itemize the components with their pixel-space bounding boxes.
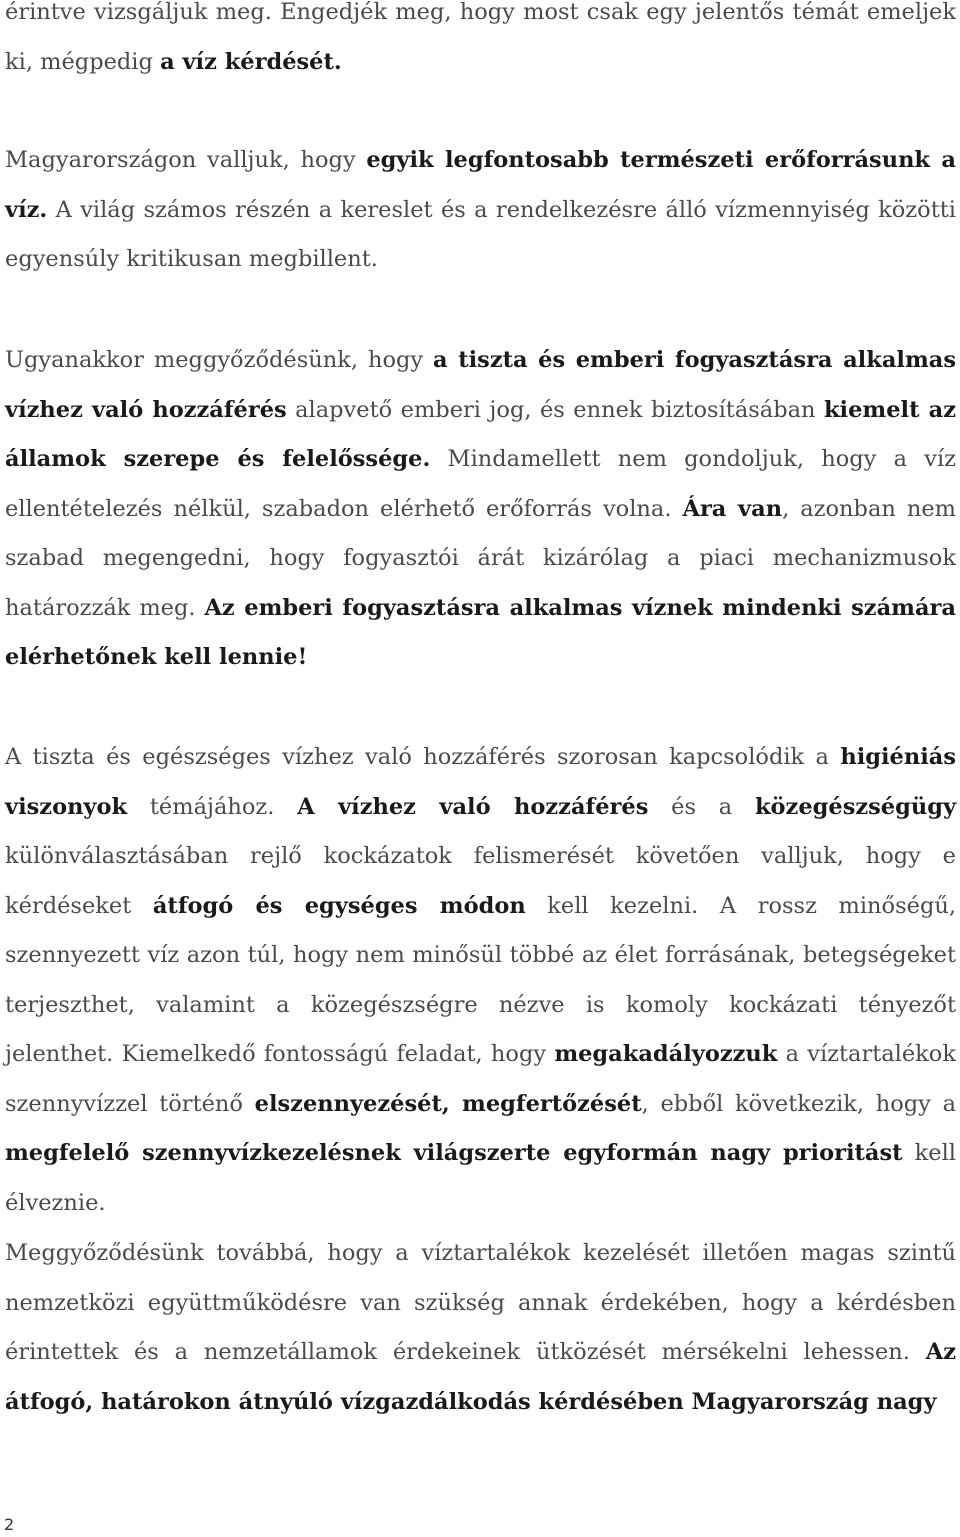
text-run: , ebből következik, hogy a	[641, 1090, 956, 1117]
text-run: Magyarországon valljuk, hogy	[5, 147, 367, 173]
bold-text-run: Ára van	[682, 495, 783, 522]
text-run: témájához.	[127, 793, 298, 820]
text-run: Ugyanakkor meggyőződésünk, hogy	[5, 347, 434, 373]
bold-text-run: megfelelő szennyvízkezelésnek világszerte egyformán nagy prioritást	[5, 1140, 903, 1166]
text-run: és a	[648, 793, 755, 820]
bold-text-run: Az emberi fogyasztásra alkalmas víznek mindenki számára elérhetőnek kell lennie!	[5, 594, 956, 670]
text-run: kell élveznie.	[5, 1140, 956, 1216]
text-run: Meggyőződésünk továbbá, hogy a víztartalékok kezelését illetően magas szintű nemzetközi együttműködésre van szükség annak érdekében, hogy a kérdésben érintettek és a nemzetállamok érdekeinek ütközését mérsékelni lehessen.	[5, 1240, 956, 1365]
paragraph-3	[5, 336, 956, 683]
document-page	[5, 0, 956, 1537]
bold-text-run: higiéniás viszonyok	[5, 744, 956, 820]
text-run: a víztartalékok szennyvízzel történő	[5, 1041, 956, 1117]
bold-text-run: Az átfogó, határokon átnyúló vízgazdálkodás kérdésében Magyarország nagy	[5, 1339, 956, 1415]
bold-text-run: A vízhez való hozzáférés	[297, 793, 649, 820]
bold-text-run: a tiszta és emberi fogyasztásra alkalmas vízhez való hozzáférés	[5, 347, 956, 423]
bold-text-run: egyik legfontosabb természeti erőforrásunk a víz.	[5, 147, 956, 223]
text-run: Mindamellett nem gondoljuk, hogy a víz ellentételezés nélkül, szabadon elérhető erőforrás volna.	[5, 446, 956, 522]
bold-text-run: kiemelt az államok szerepe és felelőssége.	[5, 396, 956, 472]
bold-text-run: közegészségügy	[754, 793, 957, 820]
bold-text-run: a víz kérdését.	[160, 48, 342, 75]
paragraph-2	[5, 136, 956, 285]
bold-text-run: megakadályozzuk	[554, 1041, 778, 1067]
text-run: , azonban nem szabad megengedni, hogy fogyasztói árát kizárólag a piaci mechanizmusok határozzák meg.	[5, 495, 956, 621]
text-run: A világ számos részén a kereslet és a rendelkezésre álló vízmennyiség közötti egyensúly kritikusan megbillent.	[5, 196, 956, 272]
bold-text-run: átfogó és egységes módon	[152, 892, 526, 919]
text-run: érintve vizsgáljuk meg. Engedjék meg, hogy most csak egy jelentős témát emeljek ki, mégpedig	[5, 0, 956, 75]
text-run: kell kezelni. A rossz minőségű, szennyezett víz azon túl, hogy nem minősül többé az élet forrásának, betegségeket terjeszthet, valamint a közegészségre nézve is komoly kockázati tényezőt jelenthet. Kiemelkedő fontosságú feladat, hogy	[5, 892, 956, 1067]
page-number: 2	[4, 1515, 15, 1534]
paragraph-1	[5, 0, 956, 87]
text-run: különválasztásában rejlő kockázatok felismerését követően valljuk, hogy e kérdéseket	[5, 843, 956, 919]
text-run: alapvető emberi jog, és ennek biztosításában	[286, 396, 824, 423]
paragraph-5	[5, 1229, 956, 1427]
bold-text-run: elszennyezését, megfertőzését	[254, 1090, 642, 1117]
text-run: A tiszta és egészséges vízhez való hozzáférés szorosan kapcsolódik a	[5, 744, 841, 770]
paragraph-4	[5, 733, 956, 1228]
